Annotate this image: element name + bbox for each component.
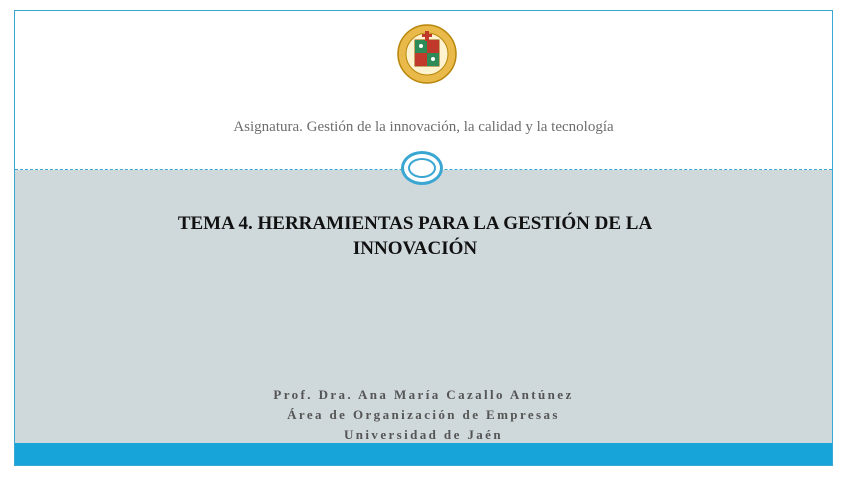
author-block: [15, 385, 832, 445]
author-department: Área de Organización de Empresas: [287, 407, 560, 422]
university-seal-logo: [396, 23, 458, 85]
slide-title: TEMA 4. HERRAMIENTAS PARA LA GESTIÓN DE LA INNOVACIÓN: [177, 213, 653, 259]
author-university: Universidad de Jaén: [343, 427, 503, 442]
author-name: Prof. Dra. Ana María Cazallo Antúnez: [273, 387, 574, 402]
subject-heading: Asignatura. Gestión de la innovación, la calidad y la tecnología: [233, 119, 614, 135]
divider-ornament: [401, 151, 443, 185]
slide: [14, 10, 833, 466]
footer-band: [15, 443, 832, 465]
divider-ornament-inner: [408, 158, 436, 178]
